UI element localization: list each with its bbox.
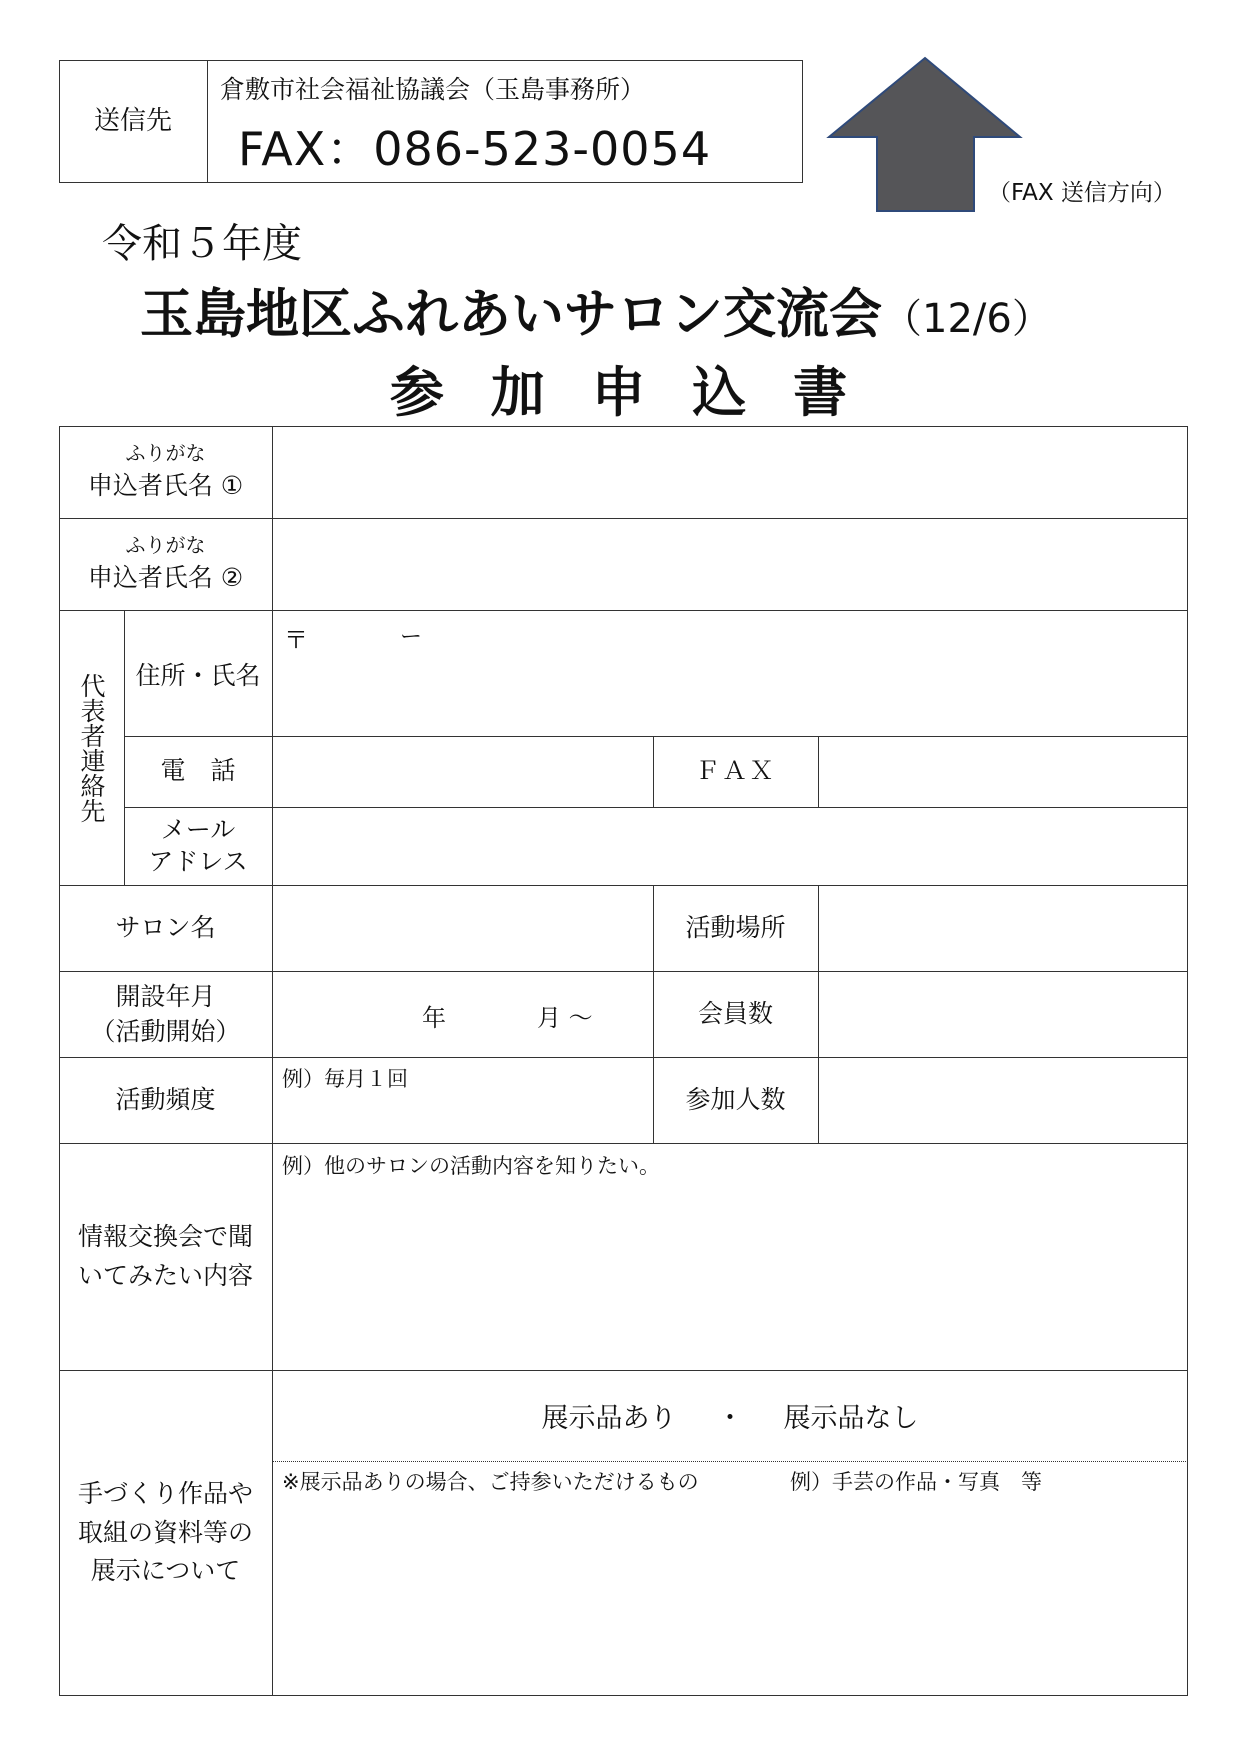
col-divider [818,885,819,1143]
col-divider [818,736,819,807]
fax-direction-note: （FAX 送信方向） [988,180,1176,206]
salon-name-field[interactable] [274,887,651,969]
row-divider [124,807,1188,808]
frequency-example: 例）毎月１回 [282,1067,408,1091]
email-label-line2: アドレス [148,847,248,876]
opened-field[interactable] [274,973,651,1055]
applicant2-label [59,518,272,610]
fax-label: ＦＡＸ [694,756,776,786]
exhibit-separator: ・ [716,1403,744,1434]
email-field[interactable] [274,809,1186,883]
topics-label [59,1143,272,1370]
applicant1-label [59,426,272,518]
postal-mark: 〒 [284,626,308,654]
exhibit-choice [272,1370,1188,1461]
phone-label: 電 話 [160,756,236,786]
opened-label-line2: （活動開始） [90,1017,241,1046]
exhibit-label-line2: 取組の資料等の [77,1517,253,1547]
exhibit-label-line1: 手づくり作品や [77,1478,253,1508]
send-to-label: 送信先 [93,105,172,136]
address-label: 住所・氏名 [135,661,261,690]
label-column-divider [272,426,273,1696]
activity-place-label: 活動場所 [685,912,786,942]
exhibit-example: 例）手芸の作品・写真 等 [790,1470,1042,1494]
exhibit-label-line3: 展示について [90,1556,241,1586]
email-label [124,807,272,885]
applicant1-name-label: 申込者氏名 ① [87,471,244,501]
recipient-org: 倉敷市社会福祉協議会（玉島事務所） [220,75,646,104]
frequency-label: 活動頻度 [115,1084,216,1114]
rep-contact-label: 代表者連絡先 [77,672,106,823]
fax-field[interactable] [820,738,1186,805]
event-date: （12/6） [882,296,1052,342]
opened-month-unit: 月 ～ [537,1004,593,1032]
exhibit-yes-option[interactable]: 展示品あり [541,1403,677,1434]
event-title [140,272,1052,348]
exhibit-dotted-divider [272,1461,1188,1462]
applicant1-name-field[interactable] [274,428,1186,516]
exhibit-note: ※展示品ありの場合、ご持参いただけるもの [282,1470,699,1494]
form-title: 参 加 申 込 書 [389,361,862,424]
email-label-line1: メール [160,814,236,844]
participants-field[interactable] [820,1059,1186,1141]
members-label: 会員数 [697,998,773,1028]
applicant2-name-field[interactable] [274,520,1186,608]
fiscal-year-title: 令和５年度 [102,221,302,267]
exhibit-details-field[interactable] [274,1463,1186,1694]
salon-name-label: サロン名 [115,912,216,942]
furigana-label: ふりがな [125,441,206,466]
send-to-divider [207,60,208,183]
phone-field[interactable] [274,738,651,805]
opened-label-line1: 開設年月 [115,982,216,1011]
fax-number: FAX：086-523-0054 [238,122,712,176]
topics-example: 例）他のサロンの活動内容を知りたい。 [282,1154,660,1178]
topics-label-line1: 情報交換会で聞 [77,1221,253,1251]
exhibit-no-option[interactable]: 展示品なし [783,1403,919,1434]
exhibit-label [59,1370,272,1696]
topics-label-line2: いてみたい内容 [77,1260,253,1290]
opened-year-unit: 年 [422,1004,446,1032]
event-name: 玉島地区ふれあいサロン交流会 [140,284,882,345]
activity-place-field[interactable] [820,887,1186,969]
opened-label [59,971,272,1057]
postal-dash: ー [400,625,423,650]
furigana-label: ふりがな [125,533,206,558]
participants-label: 参加人数 [685,1084,786,1114]
applicant2-name-label: 申込者氏名 ② [87,563,244,593]
members-field[interactable] [820,973,1186,1055]
